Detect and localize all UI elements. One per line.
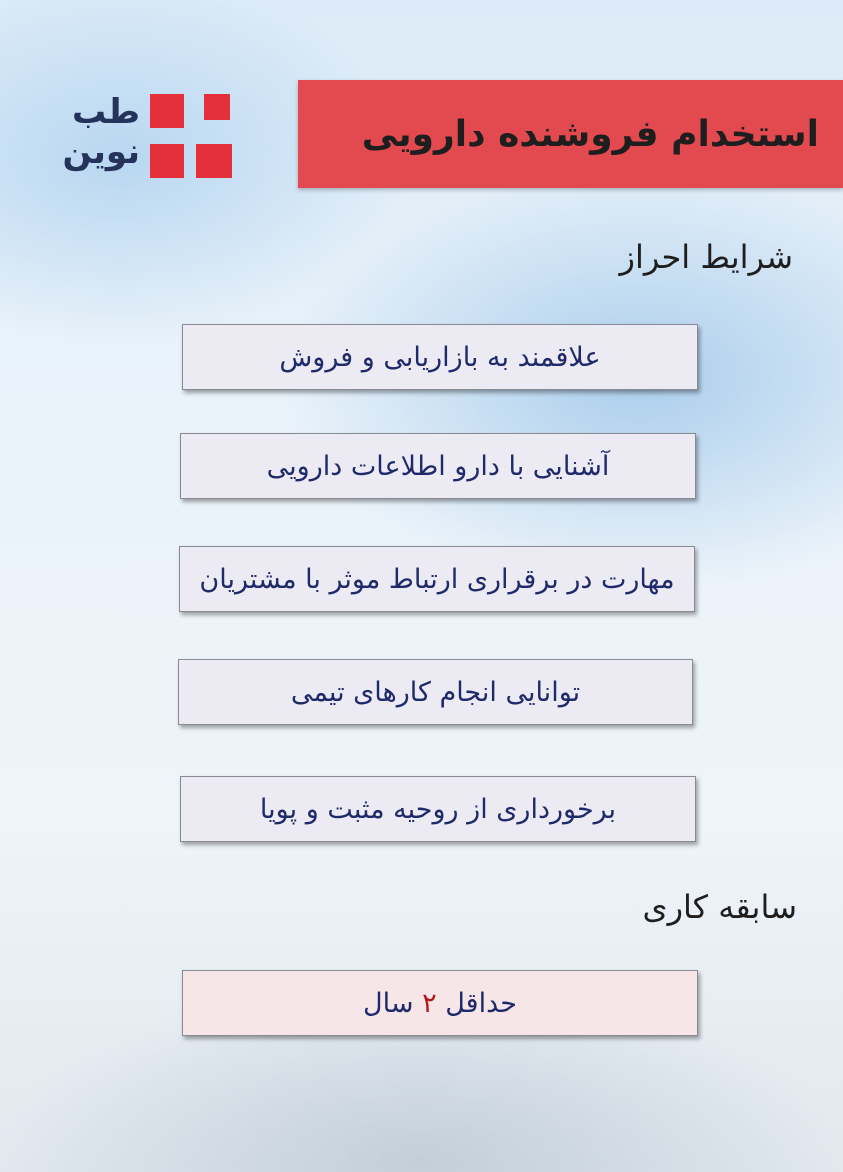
requirement-text: توانایی انجام کارهای تیمی	[290, 676, 581, 708]
requirements-heading: شرایط احراز	[619, 238, 793, 276]
requirement-text: برخورداری از روحیه مثبت و پویا	[259, 793, 617, 825]
experience-heading: سابقه کاری	[642, 888, 797, 926]
brand-logo	[40, 92, 240, 182]
title-banner	[298, 80, 843, 188]
requirement-card-5	[180, 776, 696, 842]
experience-card	[182, 970, 698, 1036]
requirement-text: آشنایی با دارو اطلاعات دارویی	[266, 450, 610, 482]
requirement-card-1	[182, 324, 698, 390]
logo-text	[40, 92, 140, 172]
requirement-card-4	[178, 659, 693, 725]
logo-square-top-right	[204, 94, 230, 120]
logo-square-bottom-right	[196, 144, 232, 178]
experience-number: ۲	[422, 987, 437, 1019]
requirement-card-3	[179, 546, 695, 612]
experience-suffix: سال	[363, 987, 414, 1019]
requirement-card-2	[180, 433, 696, 499]
logo-square-bottom-left	[150, 144, 184, 178]
page-title: استخدام فروشنده دارویی	[361, 113, 819, 155]
logo-square-top-left	[150, 94, 184, 128]
experience-text	[363, 988, 517, 1019]
logo-line-2: نوین	[62, 132, 140, 172]
requirement-text: مهارت در برقراری ارتباط موثر با مشتریان	[199, 563, 675, 595]
logo-line-1: طب	[71, 92, 140, 132]
experience-prefix: حداقل	[445, 987, 517, 1019]
requirement-text: علاقمند به بازاریابی و فروش	[279, 341, 601, 373]
